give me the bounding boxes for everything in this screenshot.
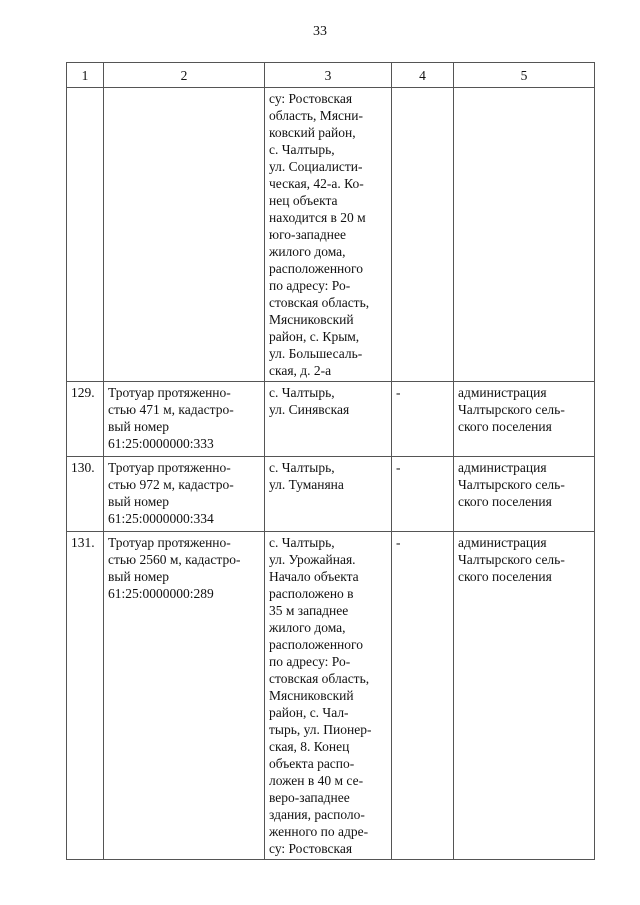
column-header-5: 5 xyxy=(454,63,595,88)
row-number: 131. xyxy=(67,532,104,860)
row-number xyxy=(67,88,104,382)
row-number: 129. xyxy=(67,382,104,457)
column-header-1: 1 xyxy=(67,63,104,88)
column-4-value xyxy=(392,88,454,382)
object-description xyxy=(104,88,265,382)
table-row xyxy=(67,88,595,382)
table-row xyxy=(67,532,595,860)
table-header-row xyxy=(67,63,595,88)
column-header-4: 4 xyxy=(392,63,454,88)
column-4-value: - xyxy=(392,382,454,457)
column-header-2: 2 xyxy=(104,63,265,88)
object-owner: администрация Чалтырского сель- ского поселения xyxy=(454,382,595,457)
object-location: с. Чалтырь, ул. Урожайная. Начало объекта расположено в 35 м западнее жилого дома, расположенного по адресу: Ро- стовская область, Мясниковский район, с. Чал- тырь, ул. Пионер- ская, 8. Конец объекта распо- ложен в 40 м се- веро-западнее здания, располо- женного по адре- су: Ростовская xyxy=(265,532,392,860)
object-description: Тротуар протяженно- стью 471 м, кадастро- вый номер 61:25:0000000:333 xyxy=(104,382,265,457)
object-owner: администрация Чалтырского сель- ского поселения xyxy=(454,532,595,860)
column-4-value: - xyxy=(392,532,454,860)
object-location: су: Ростовская область, Мясни- ковский район, с. Чалтырь, ул. Социалисти- ческая, 42-а. Ко- нец объекта находится в 20 м юго-западнее жилого дома, расположенного по адресу: Ро- стовская область, Мясниковский район, с. Крым, ул. Большесаль- ская, д. 2-а xyxy=(265,88,392,382)
object-description: Тротуар протяженно- стью 2560 м, кадастро- вый номер 61:25:0000000:289 xyxy=(104,532,265,860)
column-header-3: 3 xyxy=(265,63,392,88)
objects-table xyxy=(66,62,595,860)
row-number: 130. xyxy=(67,457,104,532)
table-row xyxy=(67,382,595,457)
object-description: Тротуар протяженно- стью 972 м, кадастро- вый номер 61:25:0000000:334 xyxy=(104,457,265,532)
column-4-value: - xyxy=(392,457,454,532)
object-owner xyxy=(454,88,595,382)
table-row xyxy=(67,457,595,532)
page-number: 33 xyxy=(313,24,327,39)
object-location: с. Чалтырь, ул. Туманяна xyxy=(265,457,392,532)
object-owner: администрация Чалтырского сель- ского поселения xyxy=(454,457,595,532)
object-location: с. Чалтырь, ул. Синявская xyxy=(265,382,392,457)
